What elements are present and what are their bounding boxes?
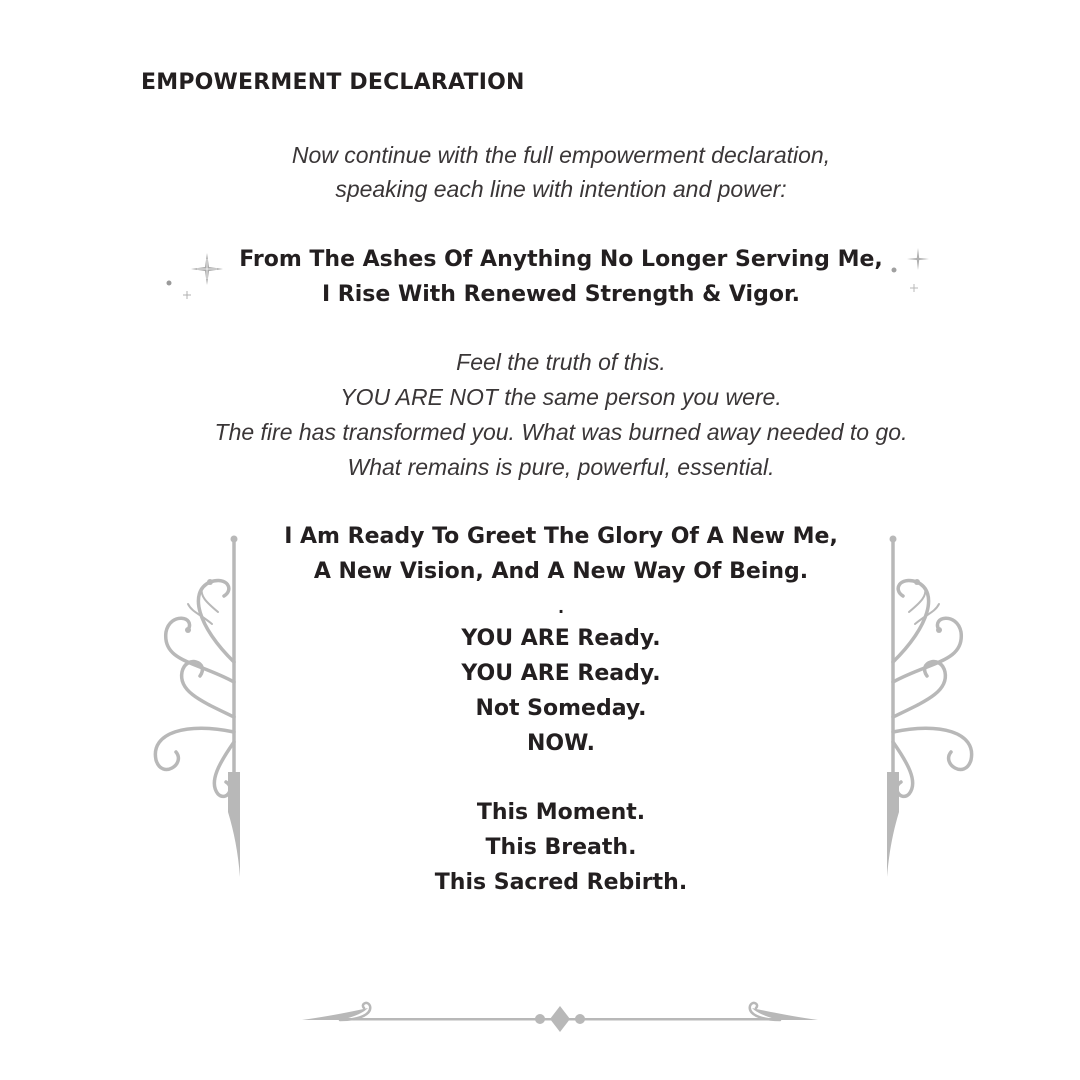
- sparkle-icon: [884, 244, 934, 300]
- ornamental-divider-icon: [300, 998, 820, 1038]
- affirmation-line-2: YOU ARE Ready.: [461, 661, 661, 686]
- declaration-2-line-1: I Am Ready To Greet The Glory Of A New Me,: [284, 524, 838, 549]
- declaration-2-line-2: A New Vision, And A New Way Of Being.: [313, 559, 809, 584]
- declaration-1-line-2: I Rise With Renewed Strength & Vigor.: [321, 282, 801, 307]
- section-heading: EMPOWERMENT DECLARATION: [141, 70, 525, 95]
- declaration-2-dot: .: [557, 598, 565, 617]
- closing-line-3: This Sacred Rebirth.: [434, 870, 688, 895]
- scroll-flourish-icon: [885, 532, 979, 882]
- sparkle-icon: [160, 243, 230, 303]
- affirmation-line-4: NOW.: [527, 731, 595, 756]
- declaration-1-line-1: From The Ashes Of Anything No Longer Serving Me,: [239, 247, 883, 272]
- reflection-line-2: YOU ARE NOT the same person you were.: [340, 384, 782, 410]
- affirmation-line-1: YOU ARE Ready.: [461, 626, 661, 651]
- reflection-line-4: What remains is pure, powerful, essential.: [347, 454, 775, 480]
- reflection-line-3: The fire has transformed you. What was burned away needed to go.: [214, 419, 908, 445]
- reflection-line-1: Feel the truth of this.: [456, 349, 666, 375]
- intro-line-2: speaking each line with intention and power:: [335, 176, 787, 202]
- scroll-flourish-icon: [148, 532, 242, 882]
- closing-line-2: This Breath.: [485, 835, 637, 860]
- intro-line-1: Now continue with the full empowerment declaration,: [291, 142, 831, 168]
- affirmation-line-3: Not Someday.: [475, 696, 647, 721]
- closing-line-1: This Moment.: [476, 800, 646, 825]
